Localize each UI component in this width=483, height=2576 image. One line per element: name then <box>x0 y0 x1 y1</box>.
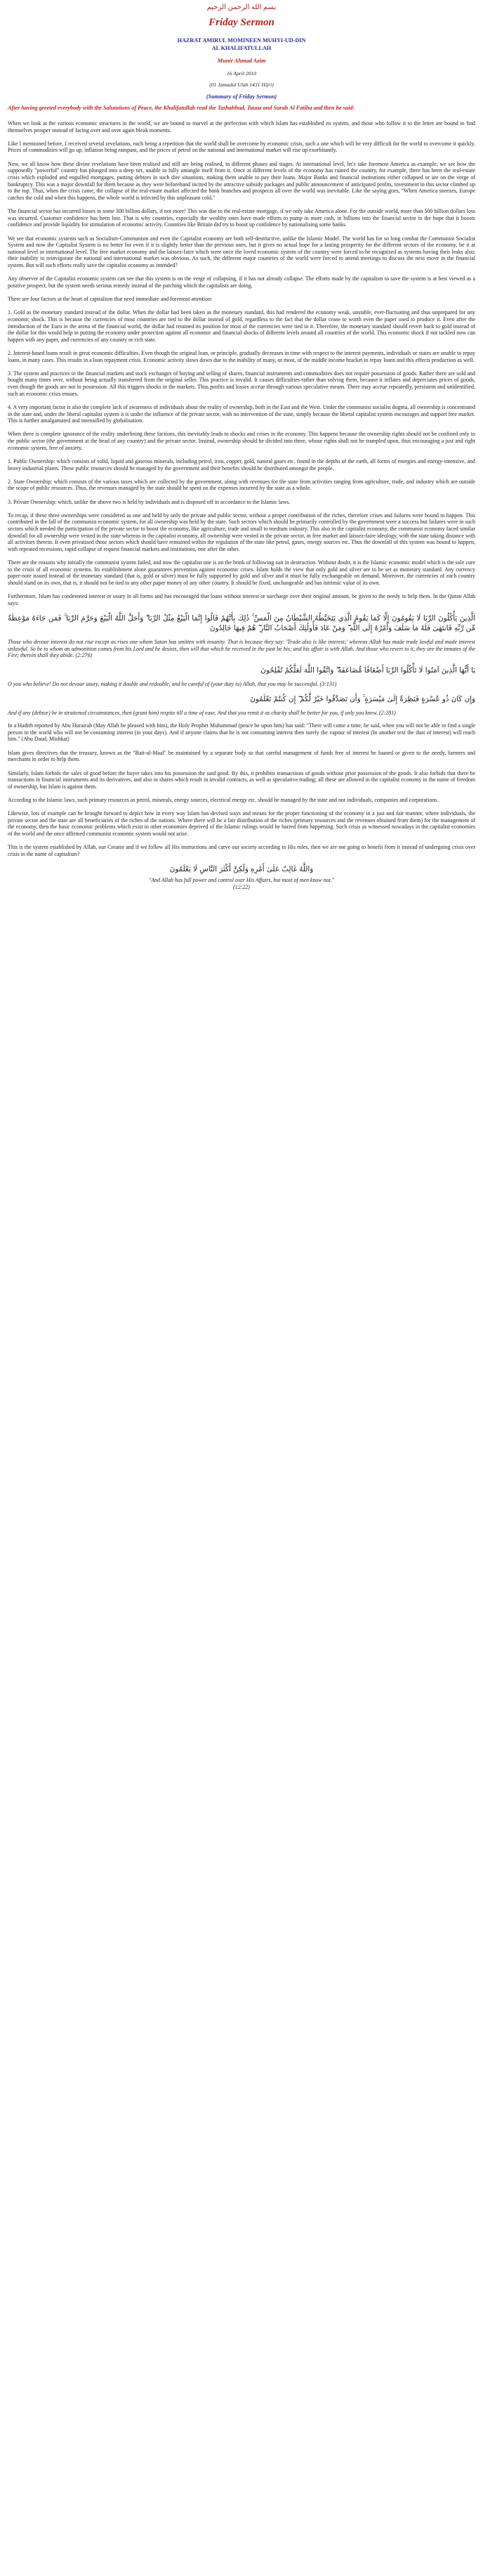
quran-verse-arabic: وَاللَّهُ غَالِبٌ عَلَىٰ أَمْرِهِ وَلَٰكِنَّ أَكْثَرَ النَّاسِ لَا يَعْلَمُونَ <box>169 865 314 874</box>
bismillah-heading: بسم الله الرحمن الرحيم <box>206 4 277 11</box>
quran-verse-translation: O you who believe! Do not devour usury, making it double and redouble, and be careful of (your duty to) Allah, that you may be successful. (3:131) <box>8 680 337 687</box>
paragraph: There are four factors at the heart of capitalism that need immediate and foremost attention: <box>8 296 213 303</box>
quran-verse-arabic: الَّذِينَ يَأْكُلُونَ الرِّبَا لَا يَقُومُونَ إِلَّا كَمَا يَقُومُ الَّذِي يَتَخَبَّطُهُ الشَّيْطَانُ مِنَ الْمَسِّ ۚ ذَٰلِكَ بِأَنَّهُمْ قَالُوا إِنَّمَا الْبَيْعُ مِثْلُ الرِّبَا ۗ وَأَحَلَّ اللَّهُ الْبَيْعَ وَحَرَّمَ الرِّبَا ۚ فَمَن جَاءَهُ مَوْعِظَةٌ مِّن رَّبِّهِ فَانتَهَىٰ فَلَهُ مَا سَلَفَ وَأَمْرُهُ إِلَى اللَّهِ ۖ وَمَنْ عَادَ فَأُولَٰئِكَ أَصْحَابُ النَّارِ ۖ هُمْ فِيهَا خَالِدُونَ <box>8 614 475 633</box>
greeting-text: After having greeted everybody with the Salutations of Peace, the Khalifatullah read the Tashahhud, Tauuz and Surah Al Fatiha and then he said: <box>8 105 355 111</box>
paragraph: Now, we all know how these divine revelations have been realised and still are being realised, in different phases and stages. At international level, let's take foremost America as example; we see how the supposedly "powerful" country has plunged into a deep net, unable to fully untangle itself from it. Once at different levels of the economy has ruined the country, for example, there has been the real-estate crisis which exploded and engulfed mortgages, putting debtors in such dire situations, making them unable to pay their loans. Major Banks and financial institutions either collapsed or are on the verge of bankruptcy. This was a major downfall for them because as they were beforehand incited by the attractive subsidy packages and public announcement of anticipated profits, investment in this sector climbed up to the top. Thus, when the crisis came, the collapse of the real-estate market affected the bank branches and prospects all over the world was inevitable. Like the saying goes, "When America sneezes, Europe catches the cold and when this happens, the whole world is infected by this unpleasant cold." <box>8 160 475 201</box>
sermon-body <box>8 120 475 890</box>
summary-label: (Summary of Friday Sermon) <box>206 93 277 100</box>
paragraph: 1. Gold as the monetary standard instead of the dollar. When the dollar had been taken as the monetary standard, this had rendered the economy weak, unstable, ever-fluctuating and thus unprepared for any economic shock. This is because the currencies of most countries are tied to the dollar instead of gold, regardless to the fact that the dollar cease to worth even the paper used to produce it. Even after the introduction of the Euro in the arena of the financial world, the dollar had retained its position for most of the currencies were tied to it. Therefore, the monetary standard should revert back to gold instead of the dollar for this would help in putting the economy under protection against all economic and financial shocks of different levels around all countries of the world. This economic shock if not tackled now can happen with any paper, and currencies of any country or rich state. <box>8 309 475 343</box>
paragraph: Similarly, Islam forbids the sales of good before the buyer takes into his possession the said good. By this, it prohibits transactions of goods without prior possession of the goods. It also forbids that there be transactions in financial instruments and its derivatives, and also in shares which result in invalid contracts, as well as speculative trading; all these are allowed in the capitalist economy in the name of freedom of ownership, but Islam is against them. <box>8 769 475 790</box>
paragraph: In a Hadith reported by Abu Hurairah (May Allah be pleased with him), the Holy Prophet Muhammad (peace be upon him) has said: "There will come a time, he said, when you will not be able to find a single person in the world who will not be consuming interest (in your days). And if anyone claims that he is not consuming interest then surely the vapour of interest (In another text the dust of interest) will reach him." (Abu Daud, Mishkat) <box>8 722 475 743</box>
quran-verse-translation: "And Allah has full power and control over His Affairs, but most of men know not." <box>148 877 335 884</box>
paragraph: 3. The system and practices in the financial markets and stock exchanges of buying and selling of shares, financial instruments and commodities does not require possession of goods. Rather there are sold and bought many times over, without being actually transferred from the original seller. This practice is invalid. It causes difficulties rather than solving them, because it inflates and depreciates prices of goods, even though the goods are not in possession. All this triggers shocks in the markets. Thus profits and losses accrue through various speculative means. There may accrue repeatedly, persistent and unidentified, such an economic crisis ensues. <box>8 370 475 397</box>
quran-verse-arabic: يَا أَيُّهَا الَّذِينَ آمَنُوا لَا تَأْكُلُوا الرِّبَا أَضْعَافًا مُّضَاعَفَةً ۖ وَاتَّقُوا اللَّهَ لَعَلَّكُمْ تُفْلِحُونَ <box>260 665 475 675</box>
paragraph: There are the reasons why initially the communist system failed, and now the capitalist one is on the brink of following suit in destruction. Without doubt, it is the Islamic economic model which is the sole cure to the crisis of all economic systems. Its establishment alone guarantees prevention against economic crises. Islam holds the view that only gold and silver are to be set as monetary standard. Any currency paper-note issued instead of the monetary standard (that is, gold or silver) must be fully supported by gold and silver and it must be fully exchangeable on demand. Moreover, the currencies of each country should stand on its own, that is, it should not be tied to any other paper money of any other country. It should be fixed, unchangeable and has intrinsic value of its own. <box>8 559 475 586</box>
paragraph: When we look at the various economic structures in the world, we are bound to marvel at the perfection with which Islam has established its system, and those who follow it to the letter are bound to find themselves prosper instead of facing over and over again bleak moments. <box>8 120 475 134</box>
paragraph: According to the Islamic laws, such primary resources as petrol, minerals, energy sources, electrical energy etc. should be managed by the state and not individuals, companies and corporations. <box>8 796 439 803</box>
hijri-date: (01 Jamadul Ulah 1431 Hijri) <box>209 82 274 88</box>
quran-verse-translation: And if any (debtor) be in straitened circumstances, then (grant him) respite till a time of ease. And that you remit it as charity shall be better for you, if only you knew. (2:281) <box>8 709 396 716</box>
paragraph: 4. A very important factor is also the complete lack of awareness of individuals about the reality of ownership, both in the East and the West. Under the communist socialist dogma, all ownership is concentrated in the state and, under the liberal capitalist system it is under the influence of the private sector, with no intervention of the state, simply because the liberal capitalist system encourages and support free market. This is further amalgamated and intensified by globalisation. <box>8 403 475 424</box>
khalifa-title <box>8 37 475 52</box>
paragraph: Likewise, lots of example can be brought forward to depict how in every way Islam has devised ways and means for the proper functioning of the economy in a just and fair manner, where individuals, the private sector and the state are all beneficiaries of the riches of the nations. Where there will be a fair distribution of the riches (primary resources and the revenues obtained from them) for the management of the economy, then the basic economic problems which exist in other economies deprived of the Islamic rulings would be barred from happening. Such crisis as witnessed nowadays in the capitalist economies of the world and the once affirmed communist economic system would not arise. <box>8 810 475 838</box>
paragraph: When there is complete ignorance of the reality underlining these factions, this inevitably leads to shocks and crises in the economy. This happens because the ownership rights should not be confined only to the public sector (the government at the head of any country) and the private sector. Instead, ownership should be divided into three, whose rights shall not be trampled upon, thus encouraging a just and right economic system, free of anxiety. <box>8 431 475 451</box>
paragraph: Islam gives directives that the treasury, known as the "Bait-ul-Maal" be maintained by a separate body so that careful management of funds free of interest be loaned or given to the needy, farmers and merchants in order to help them. <box>8 749 475 763</box>
quran-verse-translation: Those who devour interest do not rise except as rises one whom Satan has smitten with insanity. That is because they say: 'Trade also is like interest;' whereas Allah has made trade lawful and made interest unlawful. So he to whom an admonition comes from his Lord and he desists, then will that which he received in the past be his; and his affair is with Allah. And those who revert to it, they are the inmates of the Fire; therein shall they abide. (2:276) <box>8 639 475 659</box>
paragraph: 1. Public Ownership: which consists of solid, liquid and gaseous minerals, including petrol, iron, copper, gold, natural gases etc. found in the depths of the earth, all forms of energies and energy-intensive, and heavy industrial plants. These public resources should be managed by the government and their benefits should be distributed amongst the people. <box>8 457 475 471</box>
paragraph: To recap, if these three ownerships were considered as one and held by only the private and public sector, without a proper contribution of the riches, therefore crises and failures were bound to happen. This contributed in the fall of the communist economic system, for all ownership was held by the state. Such sectors which should be primarily controlled by the government were a success but failures were in such sectors which needed the participation of the private sector to boost the economy, like agriculture, trade and small to medium industry. This also in the capitalist economy, the communist economy faced similar downfall for all ownership were vested in the state whereas in the capitalist economy, all ownership were vested in the private sector, in free market and laissez-faire ideology, with the state taking distance with all activities therein. It even privatised those sectors which should have remained within the regulation of the state like petrol, gases, energy sources etc. Thus the downfall of this system was bound to happen, with repeated recessions, rapid collapse of request financial markets and institutions, one after the other. <box>8 512 475 552</box>
quran-verse-arabic: وَإِن كَانَ ذُو عُسْرَةٍ فَنَظِرَةٌ إِلَىٰ مَيْسَرَةٍ ۚ وَأَن تَصَدَّقُوا خَيْرٌ لَّكُمْ ۖ إِن كُنتُمْ تَعْلَمُونَ <box>250 694 475 703</box>
paragraph: 2. Interest-based loans result in great economic difficulties. Even though the original loan, or principle, gradually decreases in time with respect to the interest payments, individuals or states are unable to repay loans, in many cases. This results in a loan repayment crisis. Economic activity slows down due to the inability of many, or most, of the middle income bracket to repay loans and this effects production as well. <box>8 350 475 363</box>
author-name: Munir Ahmad Azim <box>217 58 266 64</box>
paragraph: We see that economic systems such as Socialism-Communism and even the Capitalist economy are both self-destructive, unlike the Islamic Model. The world has for so long combat the Communist Socialist System and now the Capitalist System is no better for even if it is slightly better than the previous ones, but it gives no actual hope for a lasting prosperity for the different sectors of the economy, be it at national level or international level. The free market economy and the laissez-faire which were once the loved economic system of the country were forced to be recognised as systems having their leaks also; their inability to reinvigorate the national and international market was obvious. As such, the different major countries of the world were forced to attend meetings to discuss the next move in the financial system. But will such efforts really save the capitalist economy as intended? <box>8 235 475 268</box>
khalifa-title-line2: AL KHALIFATULLAH <box>211 45 272 51</box>
paragraph: 2. State Ownership: which consists of the various taxes which are collected by the government, along with revenues for the state from activities ranging from agriculture, trade, and industry which are outside the scope of public resources. Thus, the revenues managed by the state should be spent on the expenses incurred by the state as a whole. <box>8 478 475 492</box>
page-title: Friday Sermon <box>209 17 274 28</box>
paragraph: The financial sector has incurred losses in some 300 billion dollars, if not more! This was due to the real-estate mortgage, if we only take America alone. For the outside world, more than 500 billion dollars loss was incurred. Customer confidence has been lost. That is why countries, especially the wealthy ones have made efforts to pump in more cash, in billions into the financial sector in the hope that it boosts confidence and provide liquidity for stimulation of economic activity. Countries like Britain did try to boost up confidence by nationalising some banks. <box>8 208 476 228</box>
paragraph: Furthermore, Islam has condemned interest or usury in all forms and has encouraged that loans without interest or surcharge over their original amount, be given to the needy to help them. In the Quran Allah says: <box>8 593 475 606</box>
paragraph: Any observer of the Capitalist economic system can see that this system is on the verge of collapsing, if it has not already collapse. The efforts made by the capitalists to save the system is at best viewed as a positive prospect, but the system needs serious remedy instead of the patching which the capitalists are doing. <box>8 275 475 289</box>
paragraph: Like I mentioned before, I received several revelations, each being a repetition that the world shall be overcome by economic crisis, such a one which will be very difficult for the world to overcome it quickly. Prices of commodities will go up, inflation being rampant, and the prices of petrol on the national and international market will rise up exorbitantly. <box>8 140 475 154</box>
verse-reference: (12:22) <box>233 883 250 890</box>
khalifa-title-line1: HAZRAT AMIRUL MOMINEEN MUHYI-UD-DIN <box>177 37 306 44</box>
paragraph: 3. Private Ownership: which, unlike the above two is held by individuals and is disposed off in accordance to the Islamic laws. <box>8 498 291 505</box>
paragraph: This is the system established by Allah, our Creator and if we follow all His instructions and carve our society according to His rules, then we are not going to benefit from it instead of undergoing crisis over crisis in the name of capitalism? <box>8 844 475 857</box>
gregorian-date: 16 April 2010 <box>226 70 257 77</box>
